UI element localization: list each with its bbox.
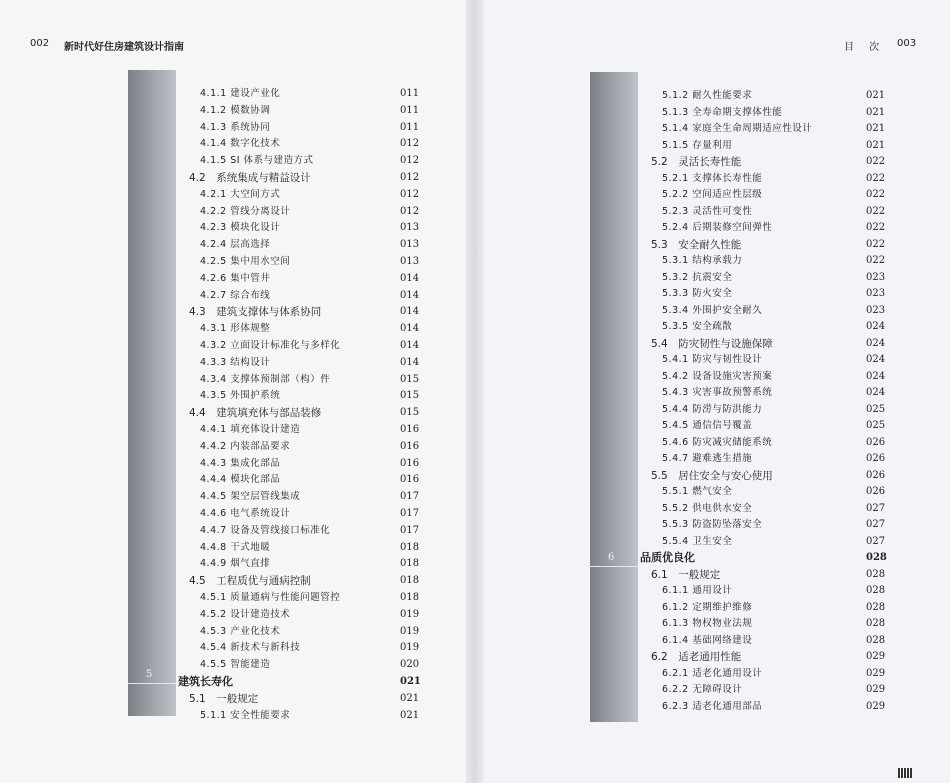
toc-entry-sub	[200, 607, 430, 623]
toc-entry-page: 026	[866, 453, 886, 464]
toc-entry-label: 4.1.1 建设产业化	[200, 88, 281, 99]
toc-entry-label: 4.1.5 SI 体系与建造方式	[200, 155, 314, 167]
toc-entry-page: 012	[400, 155, 420, 167]
toc-entry-label: 5.1.3 全寿命期支撑体性能	[662, 106, 783, 118]
toc-entry-page: 018	[400, 558, 420, 570]
toc-entry-label: 5.3.1 结构承载力	[662, 255, 743, 266]
toc-entry-sec	[189, 573, 430, 589]
toc-entry-label: 6.2.1 适老化通用设计	[662, 667, 763, 679]
toc-entry-sub	[662, 204, 896, 220]
toc-entry-label: 6.1.1 通用设计	[662, 585, 733, 596]
toc-entry-label: 4.3.1 形体规整	[200, 323, 271, 335]
toc-entry-sub	[662, 286, 896, 302]
toc-entry-sub	[662, 517, 896, 533]
toc-entry-sub	[200, 237, 430, 253]
toc-entry-label: 5.1.4 家庭全生命周期适应性设计	[662, 123, 813, 134]
toc-entry-page: 015	[400, 390, 420, 402]
toc-entry-page: 024	[866, 370, 886, 382]
toc-entry-label: 5.4.5 通信信号覆盖	[662, 420, 753, 431]
toc-entry-sub	[662, 451, 896, 467]
toc-entry-label: 5.5 居住安全与安心使用	[651, 469, 773, 482]
toc-entry-sub	[662, 220, 896, 236]
toc-entry-page: 023	[866, 304, 886, 316]
toc-entry-label: 5.4 防灾韧性与设施保障	[651, 337, 773, 350]
toc-entry-label: 4.4 建筑填充体与部品装修	[189, 407, 322, 420]
toc-entry-page: 027	[866, 535, 886, 547]
toc-entry-label: 4.4.4 模块化部品	[200, 474, 281, 486]
toc-entry-page: 026	[866, 436, 886, 448]
toc-entry-label: 5.1 一般规定	[189, 692, 259, 705]
toc-entry-label: 5.4.7 避难逃生措施	[662, 453, 753, 464]
toc-entry-page: 017	[400, 491, 420, 503]
toc-entry-label: 4.4.5 架空层管线集成	[200, 491, 301, 503]
toc-entry-page: 017	[400, 508, 420, 519]
left-page-number: 002	[30, 38, 50, 49]
toc-entry-page: 015	[400, 407, 420, 419]
toc-entry-sub	[200, 624, 430, 640]
toc-entry-sub	[200, 523, 430, 539]
book-gutter	[466, 0, 484, 783]
toc-entry-page: 023	[866, 288, 886, 299]
toc-entry-sub	[662, 88, 896, 104]
toc-entry-page: 013	[400, 239, 420, 251]
toc-entry-page: 014	[400, 323, 420, 335]
toc-entry-sub	[200, 204, 430, 220]
toc-entry-label: 4.1.2 模数协调	[200, 104, 271, 116]
toc-entry-sub	[200, 456, 430, 472]
toc-entry-page: 029	[866, 684, 886, 695]
toc-entry-page: 015	[400, 373, 420, 385]
toc-entry-page: 022	[866, 255, 886, 266]
toc-entry-page: 014	[400, 340, 420, 351]
toc-entry-label: 5.2.4 后期装修空间弹性	[662, 222, 773, 233]
toc-entry-label: 5.1.2 耐久性能要求	[662, 90, 753, 101]
toc-entry-label: 5.3 安全耐久性能	[651, 238, 742, 251]
toc-entry-page: 021	[866, 123, 886, 134]
toc-entry-label: 4.3.5 外围护系统	[200, 390, 281, 402]
toc-entry-page: 026	[866, 469, 886, 481]
toc-entry-page: 014	[400, 272, 420, 284]
toc-entry-label: 4.4.9 烟气直排	[200, 558, 271, 570]
toc-entry-sec	[189, 691, 430, 707]
toc-entry-page: 022	[866, 205, 886, 217]
toc-entry-label: 5.1.5 存量利用	[662, 139, 733, 151]
toc-entry-sub	[662, 666, 896, 682]
toc-entry-sub	[662, 418, 896, 434]
toc-entry-page: 018	[400, 592, 420, 603]
toc-entry-label: 4.5.4 新技术与新科技	[200, 642, 301, 654]
toc-entry-sub	[200, 388, 430, 404]
toc-entry-page: 018	[400, 575, 420, 587]
toc-entry-page: 017	[400, 524, 420, 536]
toc-entry-page: 021	[866, 106, 886, 118]
toc-entry-sub	[662, 534, 896, 550]
toc-entry-sub	[200, 489, 430, 505]
toc-entry-label: 4.5.5 智能建造	[200, 659, 271, 671]
toc-entry-label: 6.2.3 适老化通用部品	[662, 700, 763, 712]
toc-entry-sec	[651, 649, 896, 665]
toc-entry-sub	[662, 699, 896, 715]
toc-entry-page: 013	[400, 222, 420, 234]
toc-entry-label: 4.2.2 管线分离设计	[200, 205, 291, 217]
toc-entry-page: 019	[400, 642, 420, 654]
toc-entry-page: 026	[866, 486, 886, 497]
toc-entry-label: 品质优良化	[640, 551, 695, 564]
toc-entry-page: 019	[400, 608, 420, 620]
toc-entry-label: 4.3 建筑支撑体与体系协同	[189, 306, 322, 319]
right-band-separator	[590, 566, 638, 567]
toc-entry-sub	[200, 153, 430, 169]
right-running-title: 目 次	[844, 42, 886, 53]
toc-entry-page: 027	[866, 519, 886, 530]
toc-entry-label: 4.2 系统集成与精益设计	[189, 172, 311, 184]
toc-entry-page: 016	[400, 440, 420, 452]
toc-entry-page: 016	[400, 457, 420, 469]
toc-entry-sub	[200, 187, 430, 203]
toc-entry-page: 029	[866, 651, 886, 662]
chapter-tab-number-5: 5	[146, 669, 153, 680]
toc-entry-label: 5.5.1 燃气安全	[662, 486, 733, 497]
toc-entry-page: 021	[866, 139, 886, 151]
toc-entry-sub	[200, 136, 430, 152]
toc-entry-label: 4.2.5 集中用水空间	[200, 256, 291, 267]
left-band-separator	[128, 683, 176, 684]
toc-entry-page: 028	[866, 568, 886, 580]
toc-entry-label: 4.5.2 设计建造技术	[200, 608, 291, 620]
right-page-number: 003	[897, 38, 917, 49]
toc-entry-label: 4.4.3 集成化部品	[200, 457, 281, 469]
toc-entry-page: 027	[866, 502, 886, 514]
toc-entry-label: 5.5.2 供电供水安全	[662, 502, 753, 514]
toc-entry-sub	[200, 338, 430, 354]
toc-entry-label: 6.1.3 物权物业法规	[662, 618, 753, 629]
toc-entry-sec	[651, 154, 896, 170]
toc-entry-page: 024	[866, 354, 886, 365]
toc-entry-sec	[189, 304, 430, 320]
toc-entry-label: 4.4.1 填充体设计建造	[200, 424, 301, 435]
toc-entry-label: 建筑长寿化	[178, 675, 233, 688]
toc-entry-label: 4.1.3 系统协同	[200, 121, 271, 133]
toc-entry-sec	[651, 468, 896, 484]
toc-entry-page: 018	[400, 541, 420, 553]
toc-entry-sub	[662, 435, 896, 451]
toc-entry-label: 4.4.6 电气系统设计	[200, 508, 291, 519]
toc-entry-label: 4.2.7 综合布线	[200, 289, 271, 301]
toc-entry-page: 024	[866, 321, 886, 332]
qr-code-icon	[898, 768, 912, 778]
toc-entry-sub	[662, 319, 896, 335]
toc-entry-page: 023	[866, 271, 886, 283]
toc-entry-sec	[651, 567, 896, 583]
toc-entry-page: 024	[866, 387, 886, 398]
toc-entry-label: 4.1.4 数字化技术	[200, 138, 281, 150]
toc-entry-label: 5.4.2 设备设施灾害预案	[662, 370, 773, 382]
toc-entry-label: 5.3.4 外围护安全耐久	[662, 304, 763, 316]
toc-entry-page: 021	[400, 676, 421, 687]
toc-entry-page: 014	[400, 356, 420, 368]
right-chapter-band	[590, 72, 638, 722]
toc-entry-sub	[200, 708, 430, 724]
toc-entry-sub	[200, 556, 430, 572]
toc-entry-sub	[200, 321, 430, 337]
toc-entry-page: 028	[866, 634, 886, 646]
toc-entry-sub	[200, 640, 430, 656]
toc-entry-sub	[200, 439, 430, 455]
toc-entry-sub	[200, 254, 430, 270]
toc-entry-page: 024	[866, 337, 886, 349]
toc-entry-sub	[200, 103, 430, 119]
toc-entry-sub	[662, 105, 896, 121]
toc-entry-label: 6.2.2 无障碍设计	[662, 684, 743, 695]
toc-entry-page: 029	[866, 700, 886, 712]
toc-entry-label: 5.5.4 卫生安全	[662, 535, 733, 547]
left-chapter-band	[128, 70, 176, 716]
toc-entry-label: 4.4.8 干式地暖	[200, 541, 271, 553]
toc-entry-label: 6.2 适老通用性能	[651, 651, 742, 663]
toc-entry-sub	[662, 501, 896, 517]
toc-entry-page: 025	[866, 420, 886, 431]
toc-entry-page: 022	[866, 156, 886, 167]
toc-entry-label: 5.3.2 抗震安全	[662, 271, 733, 283]
toc-entry-sec	[651, 237, 896, 253]
toc-entry-label: 4.3.2 立面设计标准化与多样化	[200, 340, 341, 351]
toc-entry-page: 025	[866, 403, 886, 415]
chapter-tab-number-6: 6	[608, 552, 615, 563]
toc-entry-page: 012	[400, 188, 420, 200]
toc-entry-page: 022	[866, 189, 886, 200]
toc-entry-page: 022	[866, 172, 886, 184]
toc-entry-label: 6.1.2 定期维护维修	[662, 601, 753, 613]
toc-entry-page: 012	[400, 138, 420, 150]
toc-entry-label: 4.5 工程质优与通病控制	[189, 575, 311, 588]
toc-entry-sub	[200, 590, 430, 606]
toc-entry-sub	[662, 138, 896, 154]
toc-entry-label: 5.5.3 防盗防坠落安全	[662, 519, 763, 530]
toc-entry-label: 5.4.1 防灾与韧性设计	[662, 354, 763, 365]
toc-entry-sub	[662, 583, 896, 599]
toc-entry-sub	[200, 271, 430, 287]
toc-entry-label: 4.5.1 质量通病与性能问题管控	[200, 592, 341, 603]
toc-entry-label: 5.2.3 灵活性可变性	[662, 205, 753, 217]
toc-entry-sub	[662, 352, 896, 368]
toc-entry-sub	[200, 472, 430, 488]
toc-entry-page: 011	[400, 104, 420, 116]
toc-entry-sec	[189, 405, 430, 421]
toc-entry-page: 014	[400, 289, 420, 301]
toc-entry-label: 5.4.3 灾害事故预警系统	[662, 387, 773, 398]
toc-entry-sub	[662, 600, 896, 616]
toc-entry-sub	[662, 303, 896, 319]
toc-entry-sub	[662, 682, 896, 698]
toc-entry-page: 028	[866, 601, 886, 613]
toc-entry-label: 4.2.6 集中管井	[200, 272, 271, 284]
toc-entry-page: 016	[400, 474, 420, 486]
toc-entry-sub	[662, 270, 896, 286]
toc-entry-sub	[662, 121, 896, 137]
toc-entry-label: 5.2.2 空间适应性层级	[662, 189, 763, 200]
toc-entry-label: 5.1.1 安全性能要求	[200, 709, 291, 721]
toc-entry-page: 016	[400, 424, 420, 435]
toc-entry-sub	[200, 657, 430, 673]
toc-entry-page: 014	[400, 306, 420, 318]
toc-entry-sub	[662, 369, 896, 385]
toc-entry-page: 022	[866, 238, 886, 250]
toc-entry-label: 4.5.3 产业化技术	[200, 625, 281, 637]
toc-entry-page: 019	[400, 625, 420, 637]
toc-entry-label: 5.3.3 防火安全	[662, 288, 733, 299]
toc-entry-label: 4.3.3 结构设计	[200, 356, 271, 368]
toc-entry-sub	[662, 633, 896, 649]
toc-entry-label: 5.2 灵活长寿性能	[651, 156, 742, 168]
toc-entry-sub	[200, 86, 430, 102]
toc-entry-label: 5.2.1 支撑体长寿性能	[662, 172, 763, 184]
toc-entry-label: 4.2.1 大空间方式	[200, 188, 281, 200]
toc-entry-chapter	[640, 550, 896, 566]
toc-entry-sub	[662, 385, 896, 401]
toc-entry-label: 4.2.4 层高选择	[200, 239, 271, 251]
toc-entry-page: 028	[866, 618, 886, 629]
toc-entry-label: 6.1 一般规定	[651, 568, 721, 581]
toc-entry-sub	[200, 288, 430, 304]
toc-entry-page: 028	[866, 585, 886, 596]
toc-entry-sub	[200, 372, 430, 388]
toc-entry-sub	[662, 171, 896, 187]
toc-entry-sec	[189, 170, 430, 186]
toc-entry-sub	[200, 422, 430, 438]
toc-entry-label: 5.3.5 安全疏散	[662, 321, 733, 332]
toc-entry-page: 011	[400, 121, 420, 133]
toc-entry-sub	[662, 402, 896, 418]
toc-entry-label: 4.2.3 模块化设计	[200, 222, 281, 234]
toc-entry-sub	[200, 220, 430, 236]
toc-entry-label: 4.4.2 内装部品要求	[200, 440, 291, 452]
toc-entry-sub	[662, 253, 896, 269]
toc-entry-sub	[200, 540, 430, 556]
toc-entry-sub	[200, 120, 430, 136]
toc-entry-sub	[200, 355, 430, 371]
toc-entry-page: 029	[866, 667, 886, 679]
toc-entry-page: 013	[400, 256, 420, 267]
toc-entry-sub	[662, 484, 896, 500]
toc-entry-sub	[662, 187, 896, 203]
toc-entry-page: 021	[400, 709, 420, 721]
toc-entry-label: 4.4.7 设备及管线接口标准化	[200, 524, 331, 536]
toc-entry-page: 011	[400, 88, 420, 99]
toc-entry-page: 021	[866, 90, 886, 101]
toc-entry-page: 012	[400, 205, 420, 217]
toc-entry-sub	[662, 616, 896, 632]
toc-entry-page: 021	[400, 692, 420, 704]
toc-entry-label: 4.3.4 支撑体预制部（构）件	[200, 373, 331, 385]
toc-entry-page: 022	[866, 222, 886, 233]
toc-entry-label: 5.4.4 防涝与防洪能力	[662, 403, 763, 415]
toc-entry-label: 5.4.6 防灾减灾储能系统	[662, 436, 773, 448]
toc-entry-page: 028	[866, 552, 887, 563]
left-running-title: 新时代好住房建筑设计指南	[64, 42, 184, 53]
toc-entry-sec	[651, 336, 896, 352]
toc-entry-page: 012	[400, 172, 420, 183]
toc-entry-page: 020	[400, 659, 420, 671]
toc-entry-sub	[200, 506, 430, 522]
toc-entry-chapter	[178, 674, 430, 690]
toc-entry-label: 6.1.4 基础网络建设	[662, 634, 753, 646]
